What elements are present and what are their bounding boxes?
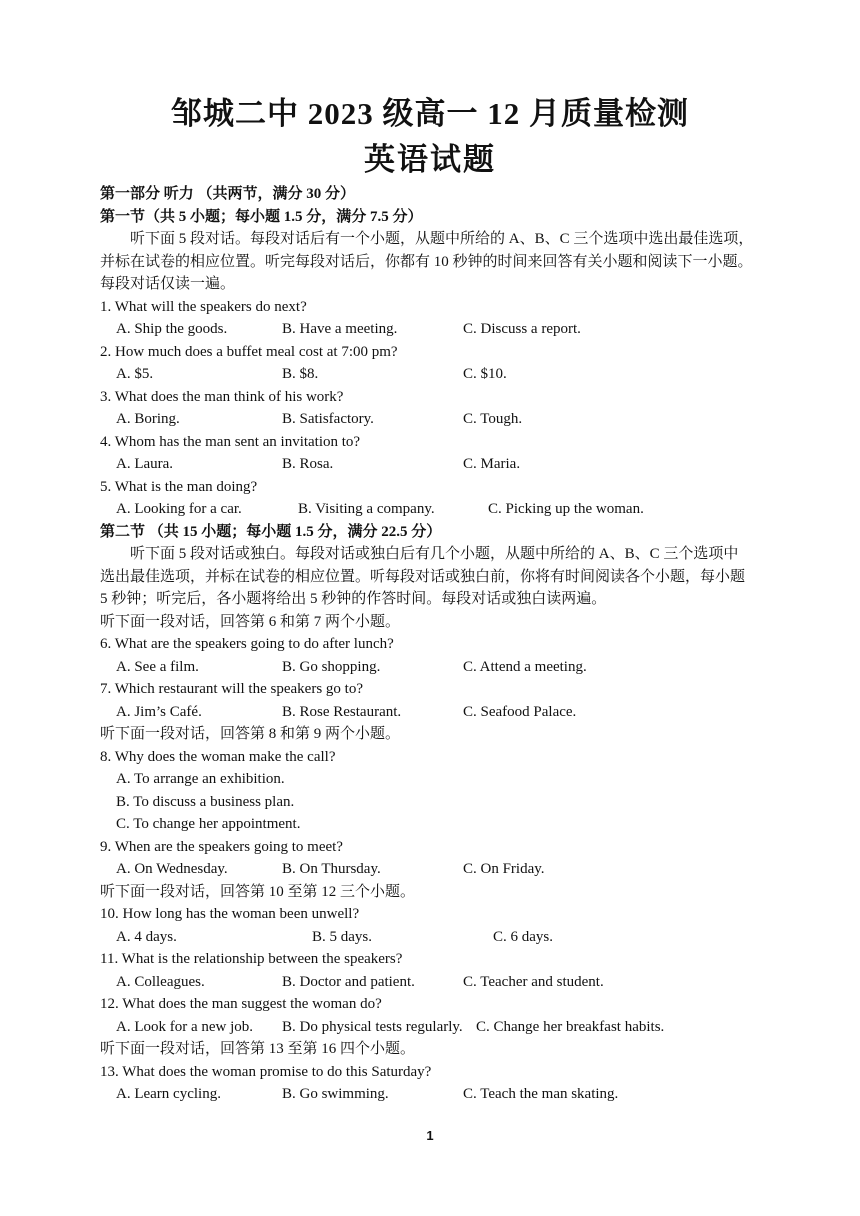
section1-instruction-line: 听下面 5 段对话。每段对话后有一个小题，从题中所给的 A、B、C 三个选项中选出最佳选项，: [130, 231, 754, 247]
exam-title: 邹城二中 2023 级高一 12 月质量检测: [171, 96, 689, 131]
option-a: A. 4 days.: [116, 928, 177, 945]
option-c: C. Attend a meeting.: [463, 658, 587, 675]
question-options: [100, 701, 790, 724]
question-options: [100, 453, 790, 476]
exam-subtitle: 英语试题: [364, 142, 496, 177]
option-c: C. $10.: [463, 366, 507, 382]
option-a: A. To arrange an exhibition.: [116, 771, 285, 787]
question-stem: 11. What is the relationship between the speakers?: [100, 951, 403, 967]
part1-heading: 第一部分 听力 （共两节，满分 30 分）: [100, 186, 356, 202]
section1-instruction-line: 并标在试卷的相应位置。听完每段对话后，你都有 10 秒钟的时间来回答有关小题和阅读下一小题。: [100, 253, 753, 270]
question-stem: 13. What does the woman promise to do this Saturday?: [100, 1063, 432, 1080]
question-options: [100, 408, 790, 431]
option-b: B. Do physical tests regularly.: [282, 1018, 463, 1035]
option-a: A. Jim’s Café.: [116, 703, 202, 720]
option-b: B. Go swimming.: [282, 1086, 389, 1102]
question-stem: 1. What will the speakers do next?: [100, 298, 307, 315]
option-b: B. Go shopping.: [282, 658, 381, 675]
option-b: B. Visiting a company.: [298, 501, 435, 517]
question-stem: 7. Which restaurant will the speakers go to?: [100, 681, 363, 697]
option-c: C. Teacher and student.: [463, 973, 604, 990]
option-c: C. On Friday.: [463, 861, 545, 877]
option-a: A. Ship the goods.: [116, 321, 228, 337]
question-options: [100, 858, 790, 881]
dialog-instruction: 听下面一段对话，回答第 8 和第 9 两个小题。: [100, 726, 401, 742]
question-options: [100, 1083, 790, 1106]
option-c: C. Seafood Palace.: [463, 703, 577, 720]
question-stem: 9. When are the speakers going to meet?: [100, 838, 343, 855]
question-stem: 8. Why does the woman make the call?: [100, 748, 336, 765]
question-options: [100, 318, 790, 341]
option-c: C. 6 days.: [493, 928, 553, 945]
question-options: [100, 498, 790, 521]
option-b: B. To discuss a business plan.: [116, 793, 295, 810]
option-c: C. Tough.: [463, 411, 523, 427]
question-options: [100, 1016, 790, 1039]
option-a: A. Looking for a car.: [116, 501, 242, 517]
option-b: B. Rose Restaurant.: [282, 703, 402, 720]
question-stem: 5. What is the man doing?: [100, 478, 258, 495]
section2-instruction-line: 5 秒钟；听完后，各小题将给出 5 秒钟的作答时间。每段对话或独白读两遍。: [100, 591, 607, 607]
option-a: A. On Wednesday.: [116, 861, 228, 877]
exam-content: [100, 183, 790, 1106]
section1-instruction-line: 每段对话仅读一遍。: [100, 276, 236, 292]
question-stem: 2. How much does a buffet meal cost at 7:00 pm?: [100, 343, 398, 360]
option-c: C. Maria.: [463, 456, 521, 472]
question-stem: 6. What are the speakers going to do after lunch?: [100, 636, 394, 652]
option-b: B. Rosa.: [282, 456, 334, 472]
question-options: [100, 971, 790, 994]
option-b: B. $8.: [282, 366, 319, 382]
option-a: A. $5.: [116, 366, 154, 382]
question-options: [100, 363, 790, 386]
question-stem: 4. Whom has the man sent an invitation to?: [100, 433, 361, 450]
option-b: B. Doctor and patient.: [282, 973, 415, 990]
option-b: B. Satisfactory.: [282, 411, 374, 427]
option-a: A. See a film.: [116, 658, 199, 675]
option-a: A. Learn cycling.: [116, 1086, 221, 1102]
section2-instruction-line: 选出最佳选项，并标在试卷的相应位置。听每段对话或独白前，你将有时间阅读各个小题，每小题: [100, 568, 746, 585]
option-c: C. Change her breakfast habits.: [476, 1018, 665, 1035]
question-options: [100, 926, 790, 949]
option-b: B. Have a meeting.: [282, 321, 398, 337]
dialog-instruction: 听下面一段对话，回答第 13 至第 16 四个小题。: [100, 1041, 416, 1057]
dialog-instruction: 听下面一段对话，回答第 10 至第 12 三个小题。: [100, 883, 416, 900]
question-options: [100, 656, 790, 679]
option-a: A. Boring.: [116, 411, 180, 427]
option-c: C. To change her appointment.: [116, 816, 301, 832]
option-a: A. Laura.: [116, 456, 174, 472]
option-c: C. Discuss a report.: [463, 321, 581, 337]
option-c: C. Picking up the woman.: [488, 501, 644, 517]
option-b: B. 5 days.: [312, 928, 372, 945]
dialog-instruction: 听下面一段对话，回答第 6 和第 7 两个小题。: [100, 613, 401, 630]
option-a: A. Look for a new job.: [116, 1018, 254, 1035]
option-c: C. Teach the man skating.: [463, 1086, 619, 1102]
page-number: 1: [426, 1128, 434, 1143]
question-stem: 10. How long has the woman been unwell?: [100, 906, 360, 922]
section1-heading: 第一节（共 5 小题；每小题 1.5 分，满分 7.5 分）: [100, 208, 423, 225]
section2-heading: 第二节 （共 15 小题；每小题 1.5 分，满分 22.5 分）: [100, 523, 442, 540]
option-b: B. On Thursday.: [282, 861, 381, 877]
section2-instruction-line: 听下面 5 段对话或独白。每段对话或独白后有几个小题，从题中所给的 A、B、C 三个选项中: [130, 546, 739, 562]
question-stem: 3. What does the man think of his work?: [100, 388, 344, 405]
question-stem: 12. What does the man suggest the woman do?: [100, 996, 382, 1012]
option-a: A. Colleagues.: [116, 973, 205, 990]
